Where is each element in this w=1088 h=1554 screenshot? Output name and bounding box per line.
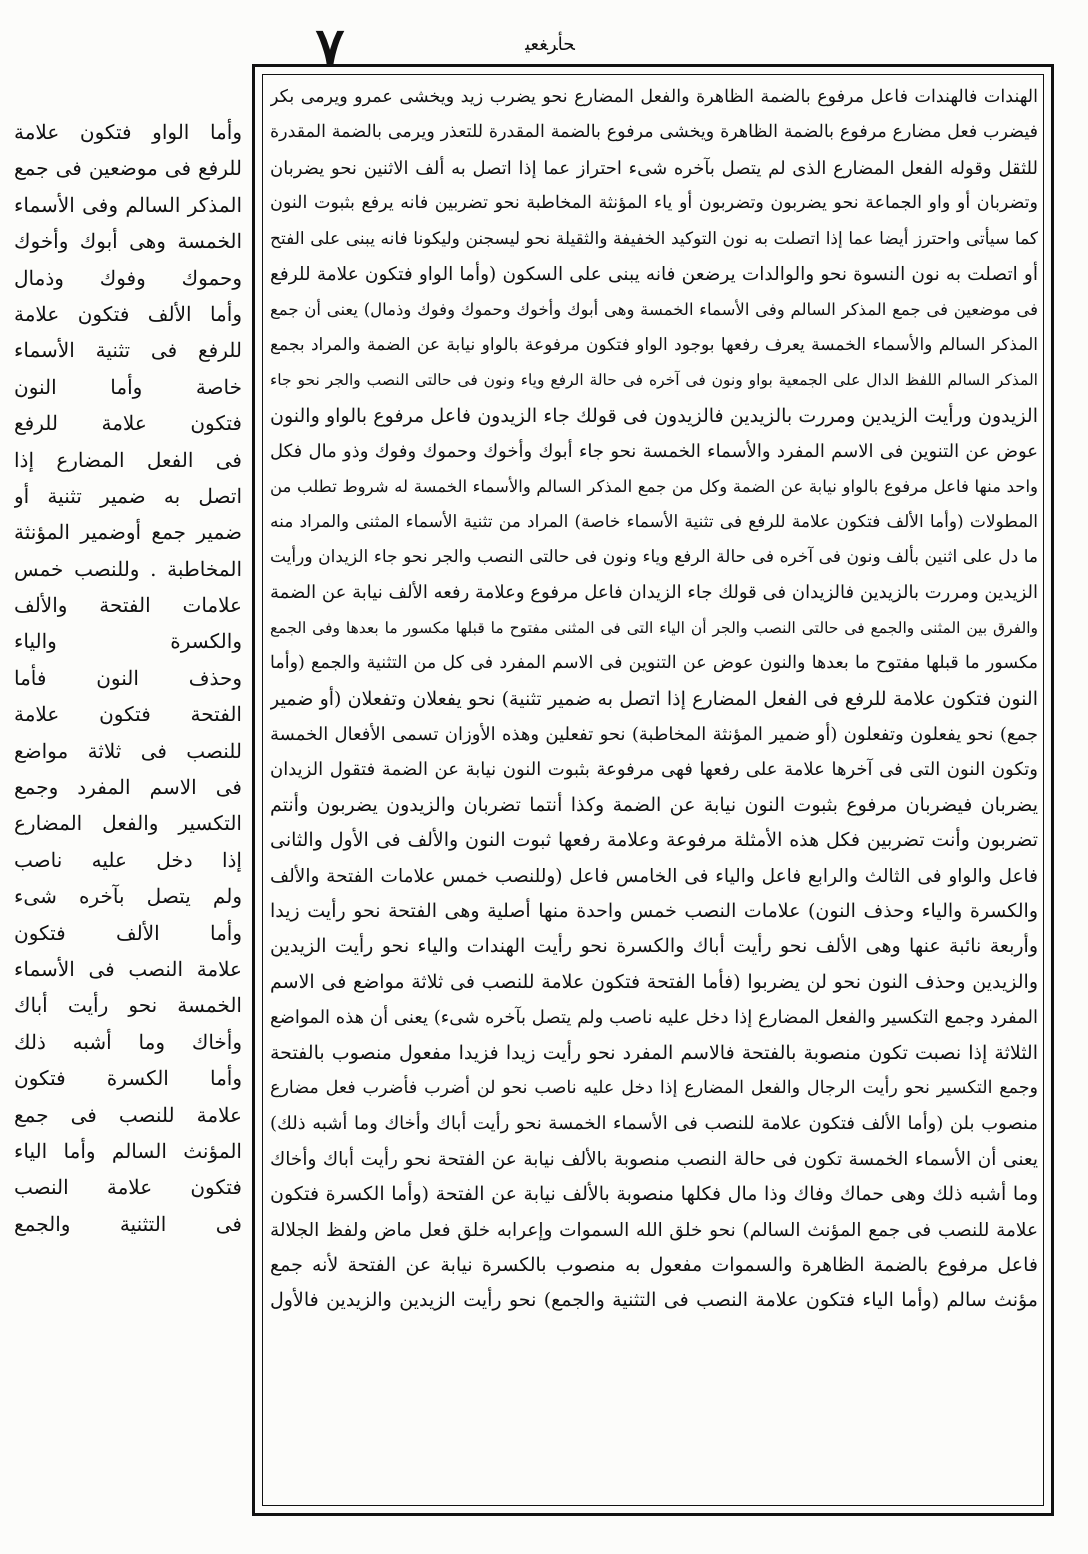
header-mark: ﺤﺄﺮﻐﻌﻴ [525,34,575,55]
text-line: للرفع فى موضعين فى جمع [14,156,242,181]
main-text-block [270,80,1038,1500]
text-line: المذكر السالم وفى الأسماء [14,192,242,217]
text-line: المؤنث السالم وأما الياء [14,1138,242,1163]
text-line: وأما الألف فتكون علامة [14,301,242,326]
text-line: أو اتصلت به نون النسوة نحو والوالدات يرضعن فانه يبنى على السكون (وأما الواو فتكون علامة للرفع [270,263,1038,285]
text-line: المذكر السالم اللفظ الدال على الجمعية بواو ونون فى آخره فى حالة الرفع وياء ونون فى حالتى النصب والجر نحو جاء [270,371,1038,390]
text-line: فاعل مرفوع بالضمة الظاهرة والسموات مفعول به منصوب بالكسرة نيابة عن الفتحة لأنه جمع [270,1253,1038,1276]
margin-commentary [14,114,242,1414]
text-line: فى الفعل المضارع إذا [14,447,242,472]
text-line: يعنى أن الأسماء الخمسة تكون فى حالة النصب منصوبة بالألف نيابة عن الفتحة نحو رأيت أباك وأخاك [270,1148,1038,1170]
page-number: ٧ [315,15,345,79]
text-line: وحموك وفوك وذمال [14,265,242,290]
text-line: وتضربان أو واو الجماعة نحو يضربون وتضربون أو ياء المؤنثة المخاطبة نحو تضربين فانه يرفع بثبوت النون [270,193,1038,214]
text-line: علامات الفتحة والألف [14,593,242,618]
text-line: وحذف النون فأما [14,665,242,690]
text-line: المطولات (وأما الألف فتكون علامة للرفع فى تثنية الأسماء خاصة) المراد من تثنية الأسماء المثنى والمراد منه [270,511,1038,532]
text-line: مكسور ما قبلها مفتوح ما بعدها والنون عوض عن التنوين فى الاسم المفرد فى كل من التثنية والجمع (وأما [270,653,1038,674]
text-line: ضمير جمع أوضمير المؤنثة [14,520,242,545]
text-line: الزيدين ومررت بالزيدين فالزيدان فى قولك جاء الزيدان فاعل مرفوع وعلامة رفعه الألف نيابة عن الضمة [270,582,1038,604]
text-line: للنصب فى ثلاثة مواضع [14,738,242,763]
text-line: الهندات فالهندات فاعل مرفوع بالضمة الظاهرة والفعل المضارع نحو يضرب زيد ويخشى عمرو ويرمى بكر [270,87,1038,107]
text-line: فى موضعين فى جمع المذكر السالم وفى الأسماء الخمسة وهى أبوك وأخوك وحموك وفوك وذمال) يعنى أن جمع [270,300,1038,320]
text-line: الفتحة فتكون علامة [14,702,242,727]
text-line: المفرد وجمع التكسير والفعل المضارع إذا دخل عليه ناصب ولم يتصل بآخره شىء) يعنى أن هذه المواضع [270,1007,1038,1029]
text-line: وأما الواو فتكون علامة [14,120,242,144]
text-line: ما دل على اثنين بألف ونون فى آخره فى حالة الرفع وياء ونون فى حالتى النصب والجر نحو جاء الزيدان ورأيت [270,547,1038,568]
text-line: فيضرب فعل مضارع مرفوع بالضمة الظاهرة ويخشى مرفوع بالضمة المقدرة للتعذر ويرمى بالضمة المقدرة [270,122,1038,143]
text-line: والزيدين وحذف النون نحو لن يضربوا (فأما الفتحة فتكون علامة للنصب فى ثلاثة مواضع فى الاسم [270,970,1038,993]
text-line: فتكون علامة للرفع [14,411,242,436]
text-line: الخمسة وهى أبوك وأخوك [14,229,242,254]
text-line: يضربان فيضربان مرفوع بثبوت النون نيابة عن الضمة وكذا أنتما تضربان والزيدون يضربون وأنتم [270,793,1038,816]
text-line: وأما الكسرة فتكون [14,1066,242,1091]
text-line: والكسرة والياء [14,629,242,654]
text-line: إذا دخل عليه ناصب [14,847,242,872]
text-line: منصوب بلن (وأما الألف فتكون علامة للنصب فى الأسماء الخمسة نحو رأيت أباك وأخاك وما أشبه ذلك) [270,1113,1038,1135]
text-line: تضربون وأنت تضربين فكل هذه الأمثلة مرفوعة وعلامة رفعها ثبوت النون والألف فى الأول والثانى [270,829,1038,852]
text-line: للرفع فى تثنية الأسماء [14,338,242,363]
text-line: التكسير والفعل المضارع [14,811,242,836]
text-line: فاعل والواو فى الثالث والرابع فاعل والياء فى الخامس فاعل (وللنصب خمس علامات الفتحة والألف [270,865,1038,887]
text-line: فى التثنية والجمع [14,1211,242,1236]
text-line: والفرق بين المثنى والجمع فى حالتى النصب والجر أن الياء التى فى المثنى مفتوح ما قبلها مكسور ما بعدها وفى الجمع [270,618,1038,637]
text-line: فتكون علامة النصب [14,1175,242,1200]
text-line: للثقل وقوله الفعل المضارع الذى لم يتصل بآخره شىء احتراز عما إذا اتصل به ألف الاثنين نحو يضربان [270,157,1038,179]
text-line: المخاطبة . وللنصب خمس [14,556,242,581]
text-line: علامة النصب فى الأسماء [14,956,242,981]
text-line: وأما الألف فتكون [14,920,242,945]
text-line: وجمع التكسير نحو رأيت الرجال والفعل المضارع إذا دخل عليه ناصب نحو لن أضرب فأضرب فعل مضارع [270,1077,1038,1098]
text-line: النون فتكون علامة للرفع فى الفعل المضارع إذا اتصل به ضمير تثنية) نحو يفعلان وتفعلان (أو ضمير [270,687,1038,710]
text-line: علامة للنصب فى جمع المؤنث السالم) نحو خلق الله السموات وإعرابه خلق فعل ماض ولفظ الجلالة [270,1219,1038,1241]
text-line: وتكون النون التى فى آخرها علامة على رفعها فهى مرفوعة بثبوت النون نيابة عن الضمة فتقول الزيدان [270,759,1038,781]
text-line: الزيدون ورأيت الزيدين ومررت بالزيدين فالزيدون فى قولك جاء الزيدون فاعل مرفوع بالواو والنون [270,404,1038,427]
text-line: وأخاك وما أشبه ذلك [14,1029,242,1054]
text-line: عوض عن التنوين فى الاسم المفرد والأسماء الخمسة نحو جاء أبوك وأخوك وحموك وفوك وذو مال فكل [270,440,1038,462]
text-line: كما سيأتى واحترز أيضا عما إذا اتصلت به نون التوكيد الخفيفة والثقيلة نحو ليسجنن وليكونا فانه يبنى على الفتح [270,228,1038,249]
text-line: وما أشبه ذلك وهى حماك وفاك وذا مال فكلها منصوبة بالألف نيابة عن الفتحة (وأما الكسرة فتكون [270,1183,1038,1206]
text-line: المذكر السالم والأسماء الخمسة يعرف رفعها بوجود الواو فتكون مرفوعة بالواو نيابة عن الضمة والمراد بجمع [270,334,1038,355]
text-line: علامة للنصب فى جمع [14,1102,242,1127]
text-line: الثلاثة إذا نصبت تكون منصوبة بالفتحة فالاسم المفرد نحو رأيت زيدا فزيدا مفعول منصوب بالفتحة [270,1041,1038,1064]
text-line: فى الاسم المفرد وجمع [14,775,242,800]
text-line: اتصل به ضمير تثنية أو [14,483,242,508]
text-line: خاصة وأما النون [14,374,242,399]
text-line: واحد منها فاعل مرفوع بالواو نيابة عن الضمة وكل من جمع المذكر السالم والأسماء الخمسة له شروط تطلب من [270,477,1038,497]
text-line: مؤنث سالم (وأما الياء فتكون علامة النصب فى التثنية والجمع) نحو رأيت الزيدين والزيدين فالأول [270,1289,1038,1312]
text-line: وأربعة نائبة عنها وهى الألف نحو رأيت أباك والكسرة نحو رأيت الهندات والياء نحو رأيت الزيدين [270,935,1038,958]
text-line: جمع) نحو يفعلون وتفعلون (أو ضمير المؤنثة المخاطبة) نحو تفعلين وهذه الأوزان تسمى الأفعال الخمسة [270,724,1038,746]
text-line: والكسرة والياء وحذف النون) علامات النصب خمس واحدة منها أصلية وهى الفتحة نحو رأيت زيدا [270,899,1038,922]
text-line: ولم يتصل بآخره شىء [14,884,242,909]
text-line: الخمسة نحو رأيت أباك [14,993,242,1018]
